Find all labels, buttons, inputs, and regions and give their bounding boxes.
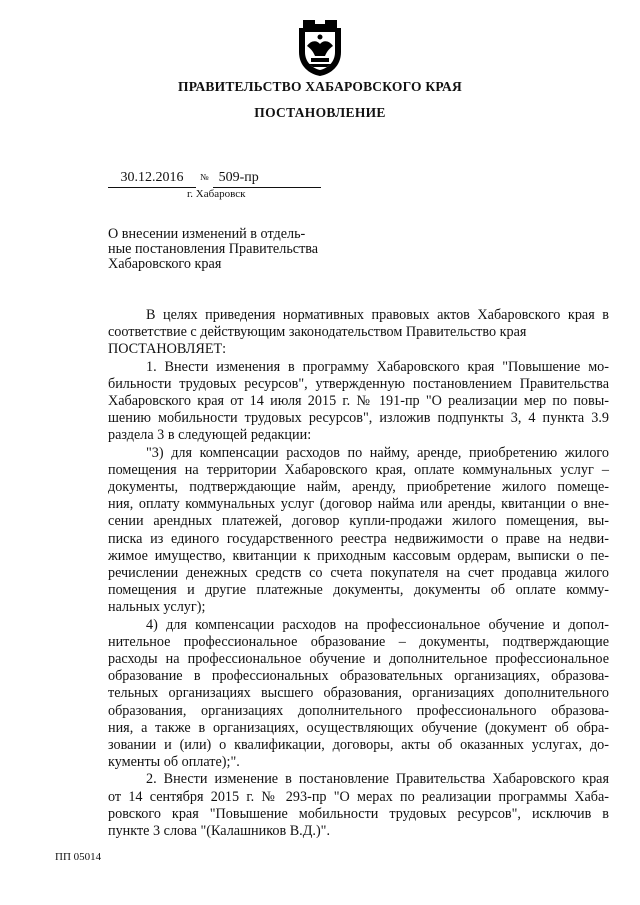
body-line: жимое имущество, квитанции к приходным кассовым ордерам, выписки о пе- bbox=[108, 547, 609, 564]
body-line: тельных организациях высшего образования, организациях дополнительного bbox=[108, 685, 609, 702]
body-line: нальных услуг); bbox=[108, 599, 206, 616]
subject-line: О внесении изменений в отдель- bbox=[108, 226, 306, 242]
body-line: помещения на территории Хабаровского края, оплате коммунальных услуг – bbox=[108, 461, 609, 478]
number-sign: № bbox=[200, 172, 209, 182]
document-date: 30.12.2016 bbox=[108, 170, 196, 188]
body-line: 1. Внести изменения в программу Хабаровского края "Повышение мо- bbox=[146, 358, 609, 375]
body-line: шению мобильности трудовых ресурсов", изложив подпункты 3, 4 пункта 3.9 bbox=[108, 410, 609, 427]
body-line: зовании и (или) о квалификации, договоры, акты об оказанных услугах, до- bbox=[108, 737, 609, 754]
document-number: 509-пр bbox=[213, 170, 321, 188]
body-line: Хабаровского края от 14 июля 2015 г. № 191-пр "О реализации мер по повы- bbox=[108, 393, 609, 410]
body-line: ния, оплату коммунальных услуг (договор найма или аренды, квитанции о вне- bbox=[108, 496, 609, 513]
registration-line bbox=[108, 170, 321, 188]
body-line: писка из единого государственного реестра недвижимости о праве на недви- bbox=[108, 530, 609, 547]
body-line: речислении денежных средств со счета покупателя на счет продавца жилого bbox=[108, 565, 609, 582]
coat-of-arms-emblem bbox=[297, 18, 343, 78]
government-title: ПРАВИТЕЛЬСТВО ХАБАРОВСКОГО КРАЯ bbox=[178, 79, 462, 94]
body-line: кументы об оплате);". bbox=[108, 754, 240, 771]
body-line: бильности трудовых ресурсов", утвержденную постановлением Правительства bbox=[108, 375, 609, 392]
body-line: раздела 3 в следующей редакции: bbox=[108, 427, 312, 444]
body-line: документы, подтверждающие найм, аренду, приобретение жилого помеще- bbox=[108, 479, 609, 496]
body-line: сении арендных платежей, договор купли-продажи жилого помещения, вы- bbox=[108, 513, 609, 530]
city-label: г. Хабаровск bbox=[187, 188, 246, 200]
body-line: ровского края "Повышение мобильности трудовых ресурсов", исключив в bbox=[108, 805, 609, 822]
body-line: расходы на профессиональное обучение и дополнительное профессиональное bbox=[108, 651, 609, 668]
body-line: пункте 3 слова "(Калашников В.Д.)". bbox=[108, 823, 331, 840]
body-line: нительное профессиональное образование – документы, подтверждающие bbox=[108, 633, 609, 650]
subject-line: Хабаровского края bbox=[108, 256, 222, 272]
body-line: "3) для компенсации расходов по найму, аренде, приобретению жилого bbox=[146, 444, 609, 461]
body-line: соответствие с действующим законодательством Правительство края bbox=[108, 324, 527, 341]
body-line: образования, организациях дополнительного профессионального образова- bbox=[108, 702, 609, 719]
body-line: 2. Внести изменение в постановление Правительства Хабаровского края bbox=[146, 771, 609, 788]
body-line: помещения и другие платежные документы, документы об оплате комму- bbox=[108, 582, 609, 599]
document-type: ПОСТАНОВЛЕНИЕ bbox=[254, 105, 386, 120]
body-line: от 14 сентября 2015 г. № 293-пр "О мерах по реализации программы Хаба- bbox=[108, 788, 609, 805]
body-line: В целях приведения нормативных правовых актов Хабаровского края в bbox=[146, 307, 609, 323]
body-line: образование в профессиональных образовательных организациях, образова- bbox=[108, 668, 609, 685]
body-line: ПОСТАНОВЛЯЕТ: bbox=[108, 341, 227, 358]
document-subject bbox=[108, 227, 348, 272]
body-line: 4) для компенсации расходов на профессиональное обучение и допол- bbox=[146, 616, 609, 633]
document-body bbox=[108, 307, 609, 840]
subject-line: ные постановления Правительства bbox=[108, 241, 319, 257]
footer-code: ПП 05014 bbox=[55, 851, 102, 863]
body-line: ния, а также в организациях, осуществляющих обучение (документ об обра- bbox=[108, 719, 609, 736]
